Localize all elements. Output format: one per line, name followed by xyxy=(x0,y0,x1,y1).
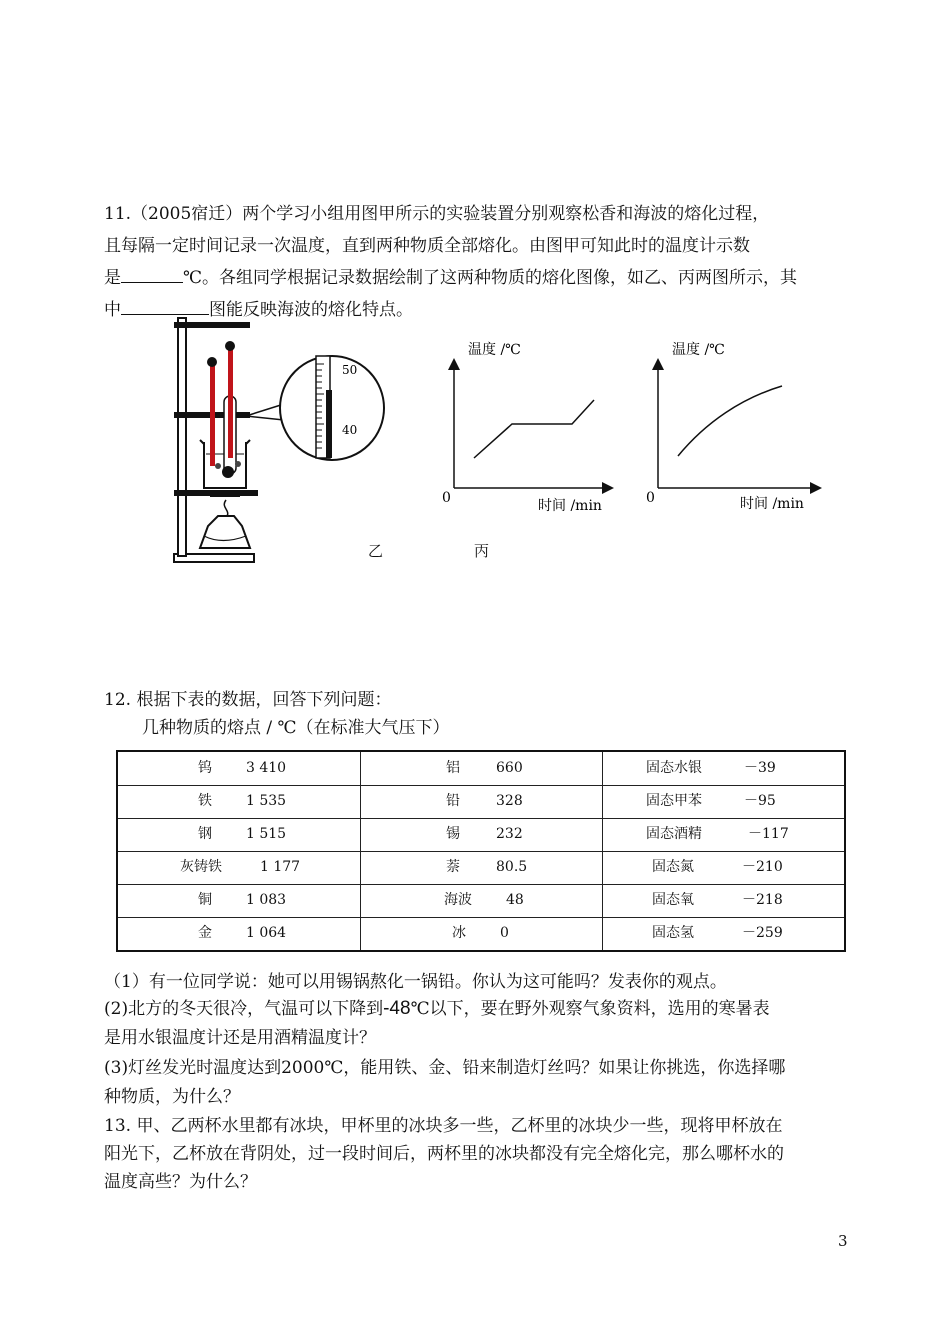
q12-intro: 12. 根据下表的数据，回答下列问题： xyxy=(104,690,392,710)
substance-name: 固态甲苯 xyxy=(646,793,702,809)
graph-yi-ylabel: 温度 /℃ xyxy=(468,342,521,358)
melting-point: 232 xyxy=(496,826,523,842)
q11-line-2: 且每隔一定时间记录一次温度，直到两种物质全部熔化。由图甲可知此时的温度计示数 xyxy=(104,236,750,256)
melting-point: 48 xyxy=(506,892,524,908)
table-row xyxy=(118,752,360,785)
melting-point: 660 xyxy=(496,760,523,776)
substance-name: 灰铸铁 xyxy=(180,859,222,875)
q11-line-3 xyxy=(104,262,864,294)
melting-point: 1 064 xyxy=(246,925,287,941)
q11-line-1: 11.（2005宿迁）两个学习小组用图甲所示的实验装置分别观察松香和海波的熔化过程， xyxy=(104,204,770,224)
q11-line-4-pre: 中 xyxy=(104,300,121,320)
table-row xyxy=(360,851,602,884)
table-title: 几种物质的熔点 / ℃（在标准大气压下） xyxy=(142,718,450,738)
graph-bing-xlabel: 时间 /min xyxy=(740,496,804,512)
substance-name: 固态酒精 xyxy=(646,826,702,842)
graph-bing-ylabel: 温度 /℃ xyxy=(672,342,725,358)
q12-sub-2-line-1 xyxy=(104,993,864,1025)
q12-sub-3-line-1: (3)灯丝发光时温度达到2000℃，能用铁、金、铅来制造灯丝吗？如果让你挑选，你选择哪 xyxy=(104,1058,786,1078)
substance-name: 固态水银 xyxy=(646,760,702,776)
melting-point: 1 083 xyxy=(246,892,287,908)
table-row xyxy=(118,818,360,851)
graph-yi-xlabel: 时间 /min xyxy=(538,498,602,514)
graph-yi-curve xyxy=(474,400,594,458)
graph-yi-origin: 0 xyxy=(442,490,451,506)
table-row xyxy=(360,818,602,851)
substance-name: 铁 xyxy=(198,793,212,809)
substance-name: 固态氢 xyxy=(652,925,694,941)
substance-name: 铜 xyxy=(198,892,212,908)
table-row xyxy=(602,851,844,884)
q12-sub-2-b: ℃以下，要在野外观察气象资料，选用的寒暑表 xyxy=(410,999,770,1019)
graph-bing-curve xyxy=(678,386,782,456)
q12-sub-2-number: -48 xyxy=(383,998,411,1019)
q12-sub-2-line-2: 是用水银温度计还是用酒精温度计？ xyxy=(104,1028,376,1048)
therm-label-bottom: 40 xyxy=(342,423,358,437)
caption-yi: 乙 xyxy=(368,542,384,560)
q11-line-3-pre: 是 xyxy=(104,268,121,288)
answer-blank-temperature[interactable] xyxy=(121,262,183,283)
melting-point: －39 xyxy=(744,760,776,776)
therm-label-top: 50 xyxy=(342,363,358,377)
q13-line-3: 温度高些？为什么？ xyxy=(104,1172,257,1192)
table-row xyxy=(118,884,360,917)
melting-point: －218 xyxy=(742,892,783,908)
substance-name: 固态氮 xyxy=(652,859,694,875)
substance-name: 固态氧 xyxy=(652,892,694,908)
melting-point: 3 410 xyxy=(246,760,287,776)
melting-point: 1 515 xyxy=(246,826,287,842)
table-row xyxy=(360,917,602,950)
q13-line-2: 阳光下，乙杯放在背阴处，过一段时间后，两杯里的冰块都没有完全熔化完，那么哪杯水的 xyxy=(104,1144,784,1164)
graph-bing-origin: 0 xyxy=(646,490,655,506)
table-row xyxy=(118,917,360,950)
apparatus-figure xyxy=(160,312,390,574)
page-number: 3 xyxy=(838,1232,848,1250)
substance-name: 冰 xyxy=(452,925,466,941)
melting-point: －95 xyxy=(744,793,776,809)
table-row xyxy=(360,884,602,917)
graph-bing xyxy=(642,336,832,522)
q11-line-4-post: 图能反映海波的熔化特点。 xyxy=(209,300,413,320)
melting-point: 328 xyxy=(496,793,523,809)
melting-point: 1 535 xyxy=(246,793,287,809)
melting-point: 0 xyxy=(500,925,509,941)
q11-line-3-post: ℃。各组同学根据记录数据绘制了这两种物质的熔化图像，如乙、丙两图所示，其 xyxy=(183,268,798,288)
q12-sub-3-line-2: 种物质，为什么？ xyxy=(104,1087,240,1107)
table-row xyxy=(602,917,844,950)
melting-point: 1 177 xyxy=(260,859,301,875)
table-row xyxy=(602,752,844,785)
table-row xyxy=(360,785,602,818)
substance-name: 铝 xyxy=(446,760,460,776)
q12-sub-2-a: (2)北方的冬天很冷，气温可以下降到 xyxy=(104,999,384,1019)
table-row xyxy=(360,752,602,785)
table-row xyxy=(602,818,844,851)
substance-name: 金 xyxy=(198,925,212,941)
substance-name: 萘 xyxy=(446,859,460,875)
caption-bing: 丙 xyxy=(474,542,490,560)
substance-name: 钨 xyxy=(198,760,212,776)
table-row xyxy=(118,785,360,818)
substance-name: 铅 xyxy=(446,793,460,809)
melting-point: －210 xyxy=(742,859,783,875)
graph-yi xyxy=(436,336,626,522)
melting-point: 80.5 xyxy=(496,859,528,875)
melting-point: －259 xyxy=(742,925,783,941)
substance-name: 锡 xyxy=(446,826,460,842)
table-row xyxy=(602,785,844,818)
melting-point: －117 xyxy=(748,826,789,842)
q13-line-1: 13. 甲、乙两杯水里都有冰块，甲杯里的冰块多一些，乙杯里的冰块少一些，现将甲杯放在 xyxy=(104,1116,783,1136)
substance-name: 海波 xyxy=(444,892,472,908)
melting-point-table xyxy=(116,750,846,952)
q12-sub-1: （1）有一位同学说：她可以用锡锅熬化一锅铅。你认为这可能吗？发表你的观点。 xyxy=(104,972,727,992)
table-row xyxy=(602,884,844,917)
substance-name: 钢 xyxy=(198,826,212,842)
table-row xyxy=(118,851,360,884)
